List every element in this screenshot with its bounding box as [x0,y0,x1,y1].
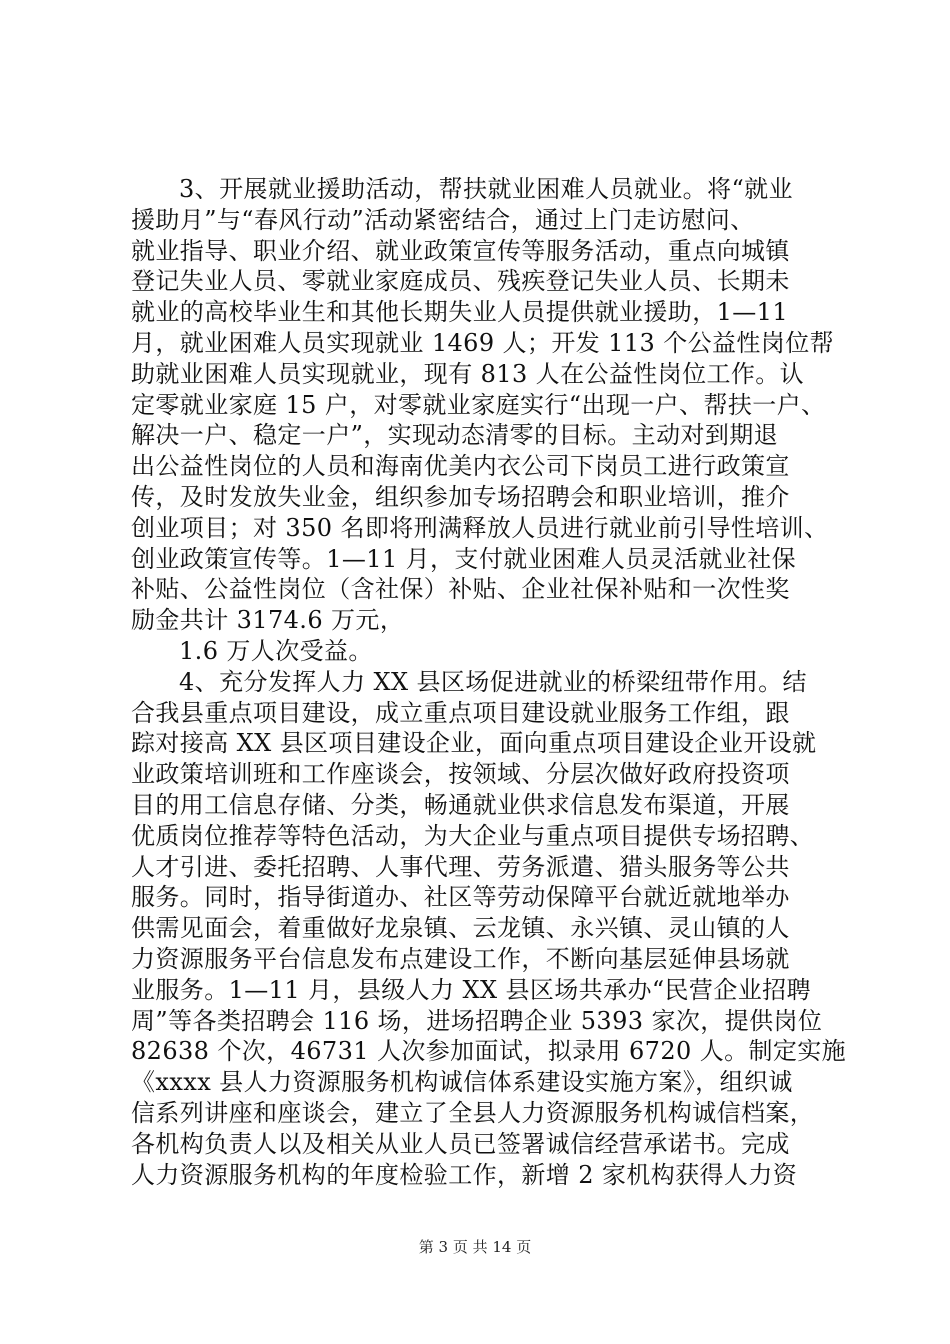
paragraph-3-line-8: 定零就业家庭 15 户，对零就业家庭实行“出现一户、帮扶一户、 [131,390,826,419]
paragraph-4-line-1: 4、充分发挥人力 XX 县区场促进就业的桥梁纽带作用。结 [179,667,807,696]
paragraph-4-line-15: 信系列讲座和座谈会，建立了全县人力资源服务机构诚信档案， [131,1098,815,1127]
paragraph-3-line-1: 3、开展就业援助活动，帮扶就业困难人员就业。将“就业 [179,175,793,203]
paragraph-4-line-11: 业服务。1—11 月，县级人力 XX 县区场共承办“民营企业招聘 [131,975,811,1004]
page-number-footer: 第 3 页 共 14 页 [418,1238,532,1256]
paragraph-3-line-6: 月，就业困难人员实现就业 1469 人；开发 113 个公益性岗位帮 [131,328,835,357]
paragraph-4-line-10: 力资源服务平台信息发布点建设工作，不断向基层延伸县场就 [131,944,790,973]
paragraph-4-line-5: 目的用工信息存储、分类，畅通就业供求信息发布渠道，开展 [131,790,790,819]
paragraph-3-line-13: 创业政策宣传等。1—11 月，支付就业困难人员灵活就业社保 [131,544,797,573]
paragraph-4-line-6: 优质岗位推荐等特色活动，为大企业与重点项目提供专场招聘、 [131,821,815,850]
paragraph-3-line-2: 援助月”与“春风行动”活动紧密结合，通过上门走访慰问、 [131,205,755,234]
paragraph-4-line-14: 《xxxx 县人力资源服务机构诚信体系建设实施方案》，组织诚 [131,1068,793,1097]
paragraph-4-line-2: 合我县重点项目建设，成立重点项目建设就业服务工作组，跟 [131,698,790,727]
paragraph-3-line-7: 助就业困难人员实现就业，现有 813 人在公益性岗位工作。认 [131,359,805,388]
paragraph-3-line-3: 就业指导、职业介绍、就业政策宣传等服务活动，重点向城镇 [131,236,790,265]
paragraph-4-line-3: 踪对接高 XX 县区项目建设企业，面向重点项目建设企业开设就 [131,729,817,758]
paragraph-3-line-10: 出公益性岗位的人员和海南优美内衣公司下岗员工进行政策宣 [131,452,790,481]
paragraph-4-line-4: 业政策培训班和工作座谈会，按领域、分层次做好政府投资项 [131,760,790,789]
paragraph-4-line-17: 人力资源服务机构的年度检验工作，新增 2 家机构获得人力资 [131,1160,798,1189]
paragraph-4-line-16: 各机构负责人以及相关从业人员已签署诚信经营承诺书。完成 [131,1129,790,1158]
paragraph-3-line-14: 补贴、公益性岗位（含社保）补贴、企业社保补贴和一次性奖 [131,575,790,604]
paragraph-3-line-11: 传，及时发放失业金，组织参加专场招聘会和职业培训，推介 [131,482,790,511]
paragraph-3-line-15: 励金共计 3174.6 万元， [131,606,405,635]
document-body [131,174,847,1190]
paragraph-3-line-4: 登记失业人员、零就业家庭成员、残疾登记失业人员、长期未 [131,267,790,296]
paragraph-3-line-9: 解决一户、稳定一户”，实现动态清零的目标。主动对到期退 [131,421,779,450]
paragraph-3-line-12: 创业项目；对 350 名即将刑满释放人员进行就业前引导性培训、 [131,513,829,542]
paragraph-4-line-13: 82638 个次，46731 人次参加面试，拟录用 6720 人。制定实施 [131,1037,847,1066]
paragraph-4-line-8: 服务。同时，指导街道办、社区等劳动保障平台就近就地举办 [131,883,790,912]
paragraph-4-line-7: 人才引进、委托招聘、人事代理、劳务派遣、猎头服务等公共 [131,852,790,881]
paragraph-4-line-9: 供需见面会，着重做好龙泉镇、云龙镇、永兴镇、灵山镇的人 [131,914,790,943]
paragraph-3-line-16: 1.6 万人次受益。 [179,636,373,665]
paragraph-3-line-5: 就业的高校毕业生和其他长期失业人员提供就业援助，1—11 [131,298,789,327]
paragraph-4-line-12: 周”等各类招聘会 116 场，进场招聘企业 5393 家次，提供岗位 [131,1006,823,1035]
